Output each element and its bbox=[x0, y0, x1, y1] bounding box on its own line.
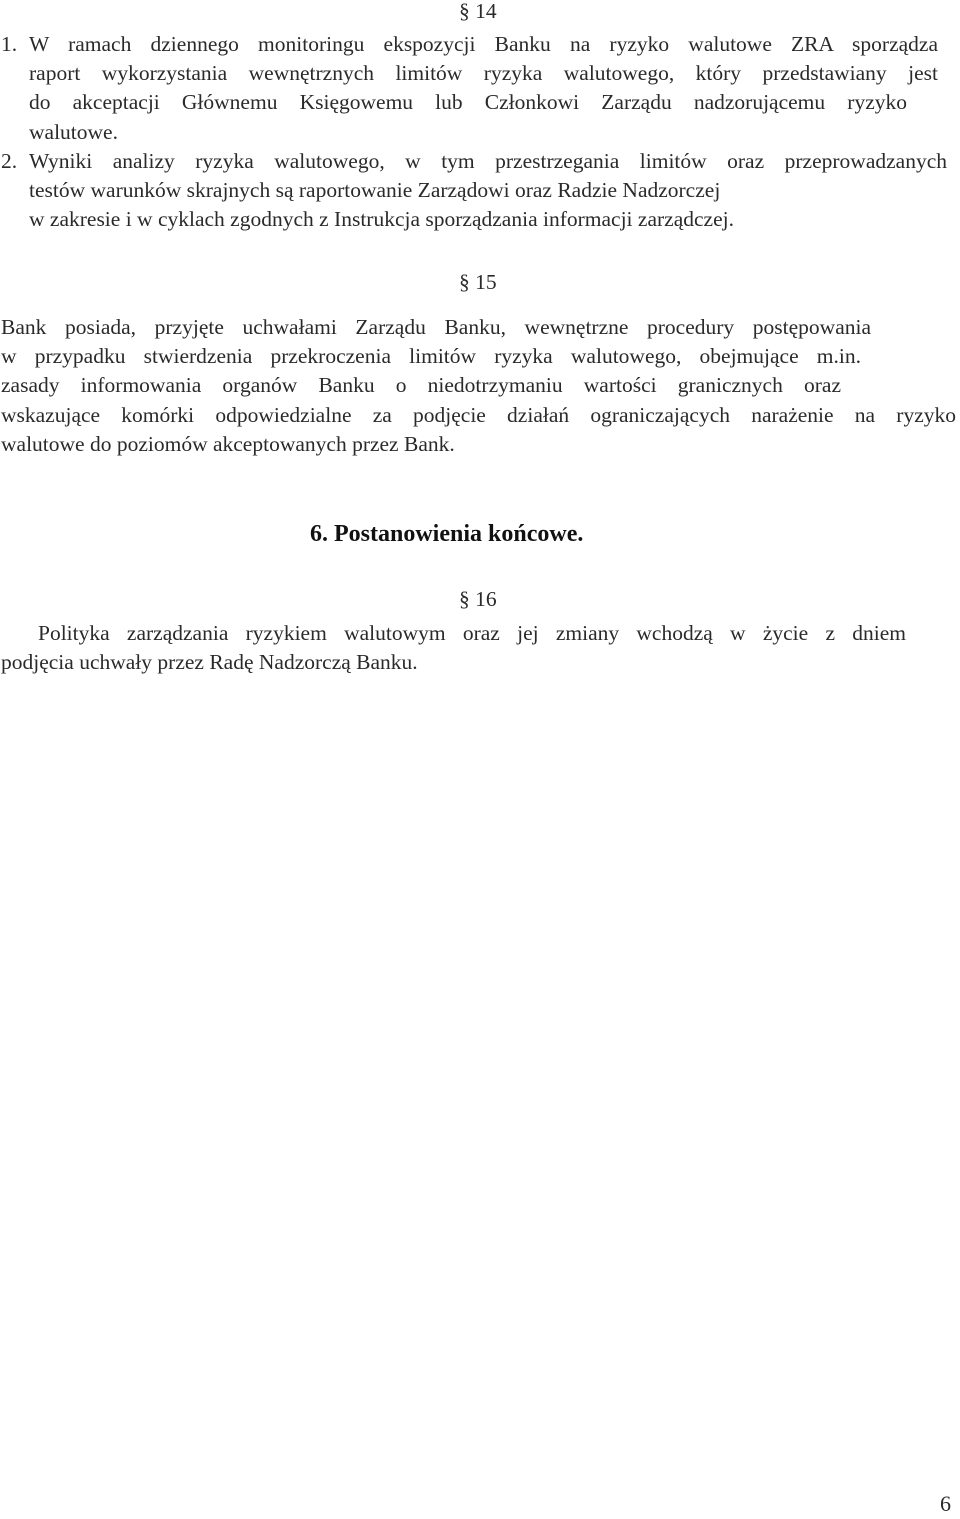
section-16-line-2: podjęcia uchwały przez Radę Nadzorczą Banku. bbox=[1, 650, 418, 674]
section-mark-16: § 16 bbox=[459, 587, 497, 611]
section-16-line-1: Polityka zarządzania ryzykiem walutowym oraz jej zmiany wchodzą w życie z dniem bbox=[38, 621, 906, 645]
item-number-2: 2. bbox=[1, 149, 18, 173]
item-1-line-3: do akceptacji Głównemu Księgowemu lub Członkowi Zarządu nadzorującemu ryzyko bbox=[29, 90, 907, 114]
item-2-line-3: w zakresie i w cyklach zgodnych z Instrukcja sporządzania informacji zarządczej. bbox=[29, 207, 734, 231]
section-15-line-1: Bank posiada, przyjęte uchwałami Zarządu Banku, wewnętrzne procedury postępowania bbox=[1, 315, 871, 339]
section-15-line-4: wskazujące komórki odpowiedzialne za podjęcie działań ograniczających narażenie na ryzyko bbox=[1, 403, 956, 427]
item-2-line-2: testów warunków skrajnych są raportowanie Zarządowi oraz Radzie Nadzorczej bbox=[29, 178, 721, 202]
section-15-line-5: walutowe do poziomów akceptowanych przez Bank. bbox=[1, 432, 455, 456]
item-1-line-4: walutowe. bbox=[29, 120, 118, 144]
page-number: 6 bbox=[940, 1491, 951, 1516]
item-2-line-1: Wyniki analizy ryzyka walutowego, w tym przestrzegania limitów oraz przeprowadzanych bbox=[29, 149, 947, 173]
section-mark-14: § 14 bbox=[459, 0, 497, 23]
item-1-line-2: raport wykorzystania wewnętrznych limitów ryzyka walutowego, który przedstawiany jest bbox=[29, 61, 938, 85]
section-15-line-3: zasady informowania organów Banku o niedotrzymaniu wartości granicznych oraz bbox=[1, 373, 841, 397]
item-number-1: 1. bbox=[1, 32, 18, 56]
section-mark-15: § 15 bbox=[459, 270, 497, 294]
chapter-heading: 6. Postanowienia końcowe. bbox=[310, 521, 584, 547]
section-15-line-2: w przypadku stwierdzenia przekroczenia limitów ryzyka walutowego, obejmujące m.in. bbox=[1, 344, 861, 368]
item-1-line-1: W ramach dziennego monitoringu ekspozycji Banku na ryzyko walutowe ZRA sporządza bbox=[29, 32, 938, 56]
